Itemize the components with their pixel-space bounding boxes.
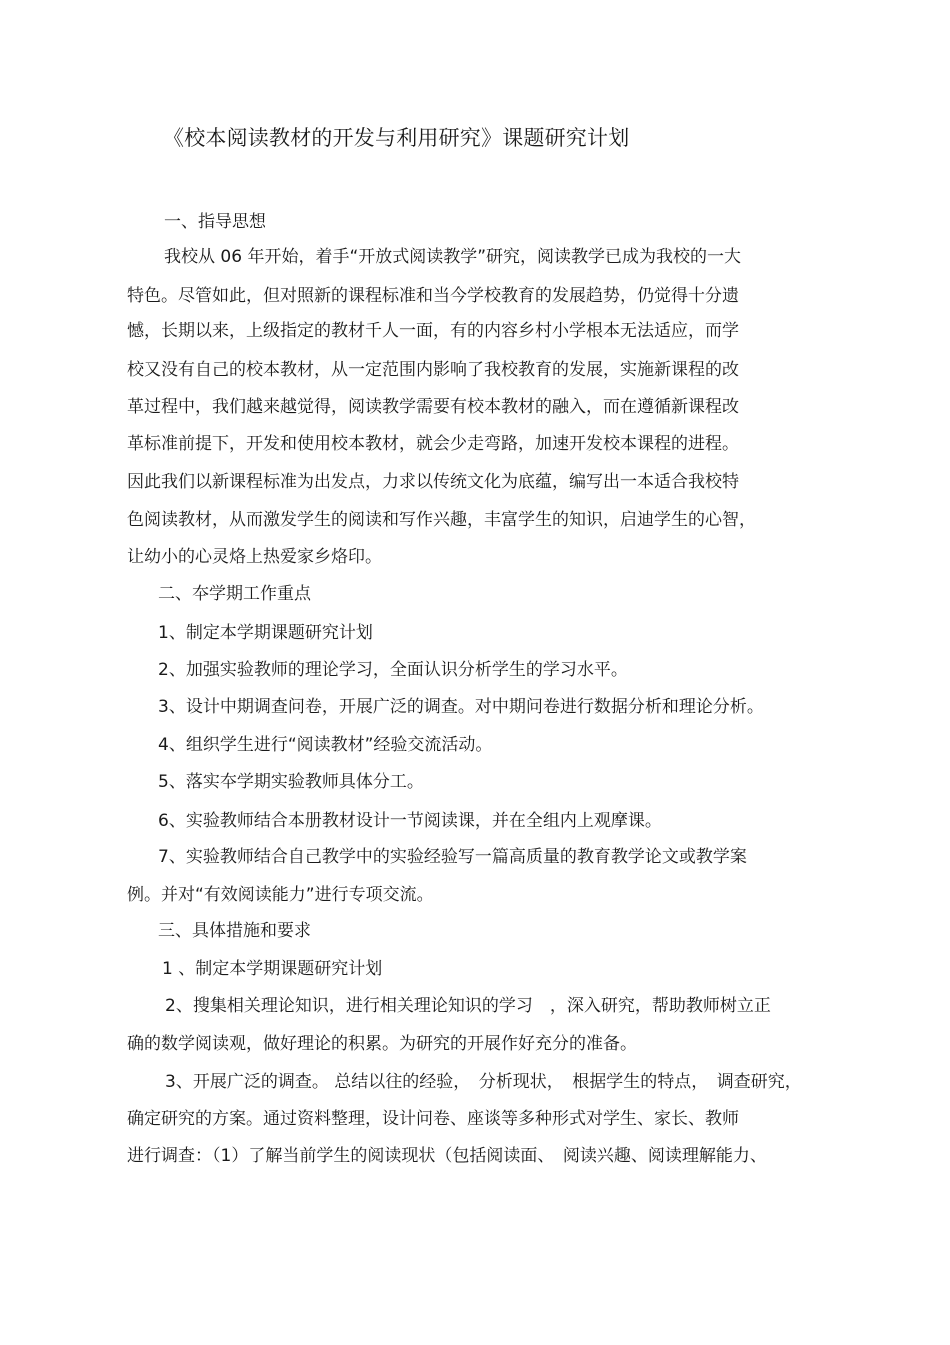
section-heading-measures: 三、具体措施和要求 — [158, 921, 311, 941]
paragraph-line: 色阅读教材，从而激发学生的阅读和写作兴趣，丰富学生的知识，启迪学生的心智， — [127, 510, 756, 530]
paragraph-line: 革标准前提下，开发和使用校本教材，就会少走弯路，加速开发校本课程的进程。 — [127, 434, 739, 454]
list-item: 1、制定本学期课题研究计划 — [158, 623, 373, 643]
list-item: 2、加强实验教师的理论学习，全面认识分析学生的学习水平。 — [158, 660, 628, 680]
list-item: 4、组织学生进行“阅读教材”经验交流活动。 — [158, 735, 493, 755]
paragraph-line: 憾，长期以来，上级指定的教材千人一面，有的内容乡村小学根本无法适应，而学 — [127, 321, 739, 341]
measure-line: 1 、制定本学期课题研究计划 — [162, 959, 383, 979]
measure-line: 进行调查：（1）了解当前学生的阅读现状（包括阅读面、 阅读兴趣、阅读理解能力、 — [127, 1146, 767, 1166]
measure-line: 确的数学阅读观，做好理论的积累。为研究的开展作好充分的准备。 — [127, 1034, 637, 1054]
measure-line: 确定研究的方案。通过资料整理，设计问卷、座谈等多种形式对学生、家长、教师 — [127, 1109, 739, 1129]
list-item: 5、落实夲学期实验教师具体分工。 — [158, 772, 424, 792]
document-title: 《校本阅读教材的开发与利用研究》课题研究计划 — [163, 126, 630, 150]
section-heading-guiding-thought: 一、指导思想 — [164, 212, 266, 232]
list-item: 6、实验教师结合本册教材设计一节阅读课，并在全组内上观摩课。 — [158, 811, 662, 831]
paragraph-line: 革过程中，我们越来越觉得，阅读教学需要有校本教材的融入，而在遵循新课程改 — [127, 397, 739, 417]
paragraph-line: 因此我们以新课程标准为出发点，力求以传统文化为底蕴，编写出一本适合我校特 — [127, 472, 739, 492]
paragraph-line: 让幼小的心灵烙上热爱家乡烙印。 — [127, 547, 382, 567]
measure-line: 3、开展广泛的调查。 总结以往的经验， 分析现状， 根据学生的特点， 调查研究， — [165, 1072, 802, 1092]
paragraph-line: 我校从 06 年开始，着手“开放式阅读教学”研究，阅读教学已成为我校的一大 — [164, 247, 742, 267]
list-item: 7、实验教师结合自己教学中的实验经验写一篇高质量的教育教学论文或教学案 — [158, 847, 747, 867]
section-heading-work-focus: 二、夲学期工作重点 — [158, 584, 311, 604]
paragraph-line: 校又没有自己的校本教材，从一定范围内影响了我校教育的发展，实施新课程的改 — [127, 360, 739, 380]
list-item-continuation: 例。并对“有效阅读能力”进行专项交流。 — [127, 885, 434, 905]
list-item: 3、设计中期调查问卷，开展广泛的调查。对中期问卷进行数据分析和理论分析。 — [158, 697, 764, 717]
measure-line: 2、搜集相关理论知识，进行相关理论知识的学习 ，深入研究，帮助教师树立正 — [165, 996, 771, 1016]
paragraph-line: 特色。尽管如此，但对照新的课程标准和当今学校教育的发展趋势，仍觉得十分遗 — [127, 286, 739, 306]
